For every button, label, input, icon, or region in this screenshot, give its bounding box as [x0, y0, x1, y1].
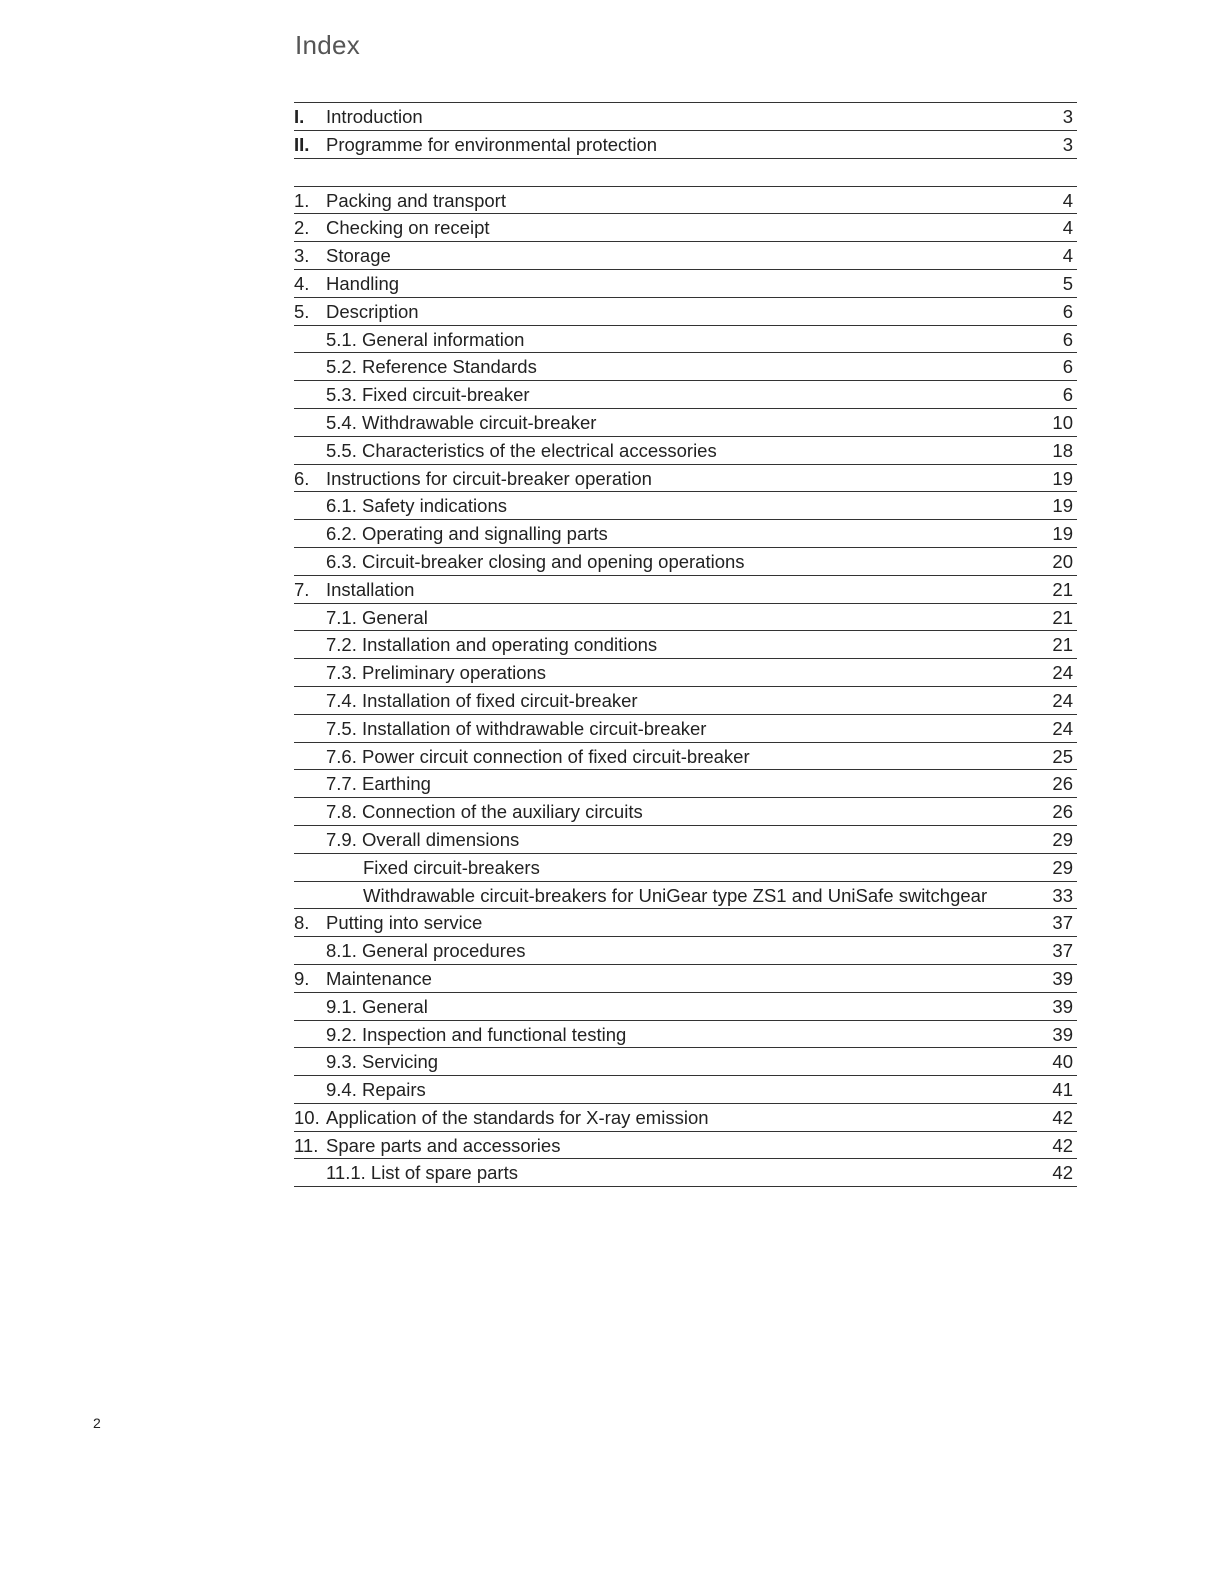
toc-entry[interactable] [294, 465, 1077, 493]
toc-entry-label: 7.5. Installation of withdrawable circuit-breaker [326, 717, 707, 739]
toc-entry-page: 37 [1052, 912, 1073, 934]
toc-entry[interactable] [294, 214, 1077, 242]
toc-entry-page: 37 [1052, 940, 1073, 962]
toc-entry[interactable] [294, 1048, 1077, 1076]
toc-entry-page: 10 [1052, 411, 1073, 433]
toc-entry-page: 42 [1052, 1162, 1073, 1184]
toc-entry-label: 6.3. Circuit-breaker closing and opening operations [326, 550, 745, 572]
toc-entry-page: 18 [1052, 439, 1073, 461]
toc-entry[interactable] [294, 326, 1077, 354]
toc-entry-label: 5.1. General information [326, 328, 525, 350]
toc-entry[interactable] [294, 798, 1077, 826]
toc-entry[interactable] [294, 770, 1077, 798]
toc-entry-number: I. [294, 106, 305, 127]
toc-entry[interactable] [294, 103, 1077, 131]
toc-entry-label: 7.2. Installation and operating conditions [326, 634, 658, 656]
toc-entry[interactable] [294, 1132, 1077, 1160]
toc-entry-number: 4. [294, 272, 310, 294]
toc-entry-number: 2. [294, 217, 310, 239]
toc-entry-label: 5.5. Characteristics of the electrical accessories [326, 439, 717, 461]
toc-entry[interactable] [294, 298, 1077, 326]
toc-entry[interactable] [294, 409, 1077, 437]
toc-entry-label: 5.3. Fixed circuit-breaker [326, 384, 530, 406]
toc-entry-page: 6 [1062, 300, 1073, 322]
toc-entry[interactable] [294, 882, 1077, 910]
toc-entry-label: 9.2. Inspection and functional testing [326, 1023, 627, 1045]
toc-entry-label: Spare parts and accessories [326, 1134, 561, 1156]
toc-entry[interactable] [294, 854, 1077, 882]
toc-entry-label: Fixed circuit-breakers [363, 856, 540, 878]
toc-entry[interactable] [294, 270, 1077, 298]
toc-entry-page: 19 [1052, 467, 1073, 489]
toc-entry[interactable] [294, 909, 1077, 937]
toc-entry-label: Introduction [326, 106, 423, 127]
toc-entry-number: 7. [294, 578, 310, 600]
toc-entry-page: 29 [1052, 828, 1073, 850]
toc-entry-label: 9.3. Servicing [326, 1051, 439, 1073]
toc-entry-label: 9.4. Repairs [326, 1079, 426, 1101]
toc-entry[interactable] [294, 631, 1077, 659]
toc-entry-page: 6 [1062, 356, 1073, 378]
toc-entry-page: 42 [1052, 1134, 1073, 1156]
toc-entry[interactable] [294, 353, 1077, 381]
toc-entry-page: 4 [1062, 217, 1073, 239]
toc-entry-page: 25 [1052, 745, 1073, 767]
toc-entry-number: 3. [294, 245, 310, 267]
toc-entry[interactable] [294, 437, 1077, 465]
toc-entry-page: 3 [1062, 106, 1073, 127]
toc-entry-page: 5 [1062, 272, 1073, 294]
toc-entry-label: 6.1. Safety indications [326, 495, 507, 517]
toc-entry[interactable] [294, 576, 1077, 604]
toc-entry-label: Packing and transport [326, 189, 506, 211]
toc-entry[interactable] [294, 1104, 1077, 1132]
toc-entry-label: Installation [326, 578, 415, 600]
toc-entry-label: 7.3. Preliminary operations [326, 662, 547, 684]
toc-entry-label: Application of the standards for X-ray emission [326, 1106, 709, 1128]
toc-entry-number: 5. [294, 300, 310, 322]
toc-entry[interactable] [294, 131, 1077, 159]
toc-entry-label: 5.4. Withdrawable circuit-breaker [326, 411, 597, 433]
toc-entry-number: 9. [294, 967, 310, 989]
toc-entry-page: 40 [1052, 1051, 1073, 1073]
toc-entry[interactable] [294, 381, 1077, 409]
toc-entry-number: 10. [294, 1106, 320, 1128]
toc-entry-page: 26 [1052, 773, 1073, 795]
toc-entry[interactable] [294, 1159, 1077, 1187]
toc-entry-page: 24 [1052, 662, 1073, 684]
toc-entry-label: Handling [326, 272, 400, 294]
toc-entry[interactable] [294, 604, 1077, 632]
toc-entry-page: 39 [1052, 1023, 1073, 1045]
toc-entry-page: 39 [1052, 967, 1073, 989]
toc-entry-page: 3 [1062, 133, 1073, 155]
toc-chapters-group [294, 186, 1077, 1188]
toc-entry-page: 29 [1052, 856, 1073, 878]
toc-entry-page: 19 [1052, 495, 1073, 517]
toc-entry-page: 26 [1052, 801, 1073, 823]
toc-entry[interactable] [294, 687, 1077, 715]
toc-entry[interactable] [294, 242, 1077, 270]
toc-entry-label: 5.2. Reference Standards [326, 356, 537, 378]
toc-entry-page: 21 [1052, 578, 1073, 600]
toc-entry[interactable] [294, 1076, 1077, 1104]
toc-entry-label: Programme for environmental protection [326, 133, 658, 155]
toc-entry-label: 7.7. Earthing [326, 773, 431, 795]
toc-entry-page: 39 [1052, 995, 1073, 1017]
toc-entry-number: 11. [294, 1134, 319, 1156]
toc-intro-group [294, 102, 1077, 159]
toc-entry[interactable] [294, 937, 1077, 965]
toc-entry-label: Putting into service [326, 912, 483, 934]
toc-entry[interactable] [294, 826, 1077, 854]
toc-entry-label: Instructions for circuit-breaker operation [326, 467, 652, 489]
toc-entry-page: 4 [1062, 245, 1073, 267]
toc-entry-page: 21 [1052, 606, 1073, 628]
toc-entry-page: 24 [1052, 689, 1073, 711]
toc-entry-label: Description [326, 300, 419, 322]
toc-entry-label: 7.4. Installation of fixed circuit-breaker [326, 689, 638, 711]
toc-entry-number: 6. [294, 467, 310, 489]
page-number: 2 [93, 1415, 101, 1431]
toc-entry[interactable] [294, 965, 1077, 993]
toc-entry[interactable] [294, 715, 1077, 743]
toc-entry[interactable] [294, 1021, 1077, 1049]
toc-entry-page: 4 [1062, 189, 1073, 211]
toc-entry-page: 20 [1052, 550, 1073, 572]
toc-entry[interactable] [294, 548, 1077, 576]
toc-entry-page: 42 [1052, 1106, 1073, 1128]
toc-entry-number: 1. [294, 189, 310, 211]
toc-entry[interactable] [294, 993, 1077, 1021]
toc-entry[interactable] [294, 659, 1077, 687]
toc-entry-label: Maintenance [326, 967, 432, 989]
toc-entry-label: Withdrawable circuit-breakers for UniGear type ZS1 and UniSafe switchgear [363, 884, 988, 906]
toc-entry-number: II. [294, 133, 310, 155]
table-of-contents [294, 102, 1077, 1187]
toc-entry[interactable] [294, 492, 1077, 520]
toc-entry-label: Checking on receipt [326, 217, 490, 239]
toc-entry-page: 19 [1052, 523, 1073, 545]
toc-entry[interactable] [294, 187, 1077, 215]
toc-entry-label: 8.1. General procedures [326, 940, 526, 962]
toc-entry-page: 6 [1062, 328, 1073, 350]
toc-entry-label: 7.9. Overall dimensions [326, 828, 520, 850]
toc-entry-page: 6 [1062, 384, 1073, 406]
toc-entry-page: 41 [1052, 1079, 1073, 1101]
toc-entry-label: 7.8. Connection of the auxiliary circuits [326, 801, 643, 823]
toc-entry-label: 11.1. List of spare parts [326, 1162, 518, 1184]
toc-entry-label: Storage [326, 245, 391, 267]
toc-entry-page: 21 [1052, 634, 1073, 656]
toc-entry-page: 33 [1052, 884, 1073, 906]
toc-entry-number: 8. [294, 912, 310, 934]
toc-entry[interactable] [294, 520, 1077, 548]
page-title: Index [295, 30, 361, 60]
toc-entry[interactable] [294, 743, 1077, 771]
toc-entry-page: 24 [1052, 717, 1073, 739]
toc-entry-label: 6.2. Operating and signalling parts [326, 523, 608, 545]
toc-entry-label: 9.1. General [326, 995, 428, 1017]
toc-entry-label: 7.1. General [326, 606, 428, 628]
toc-entry-label: 7.6. Power circuit connection of fixed circuit-breaker [326, 745, 750, 767]
